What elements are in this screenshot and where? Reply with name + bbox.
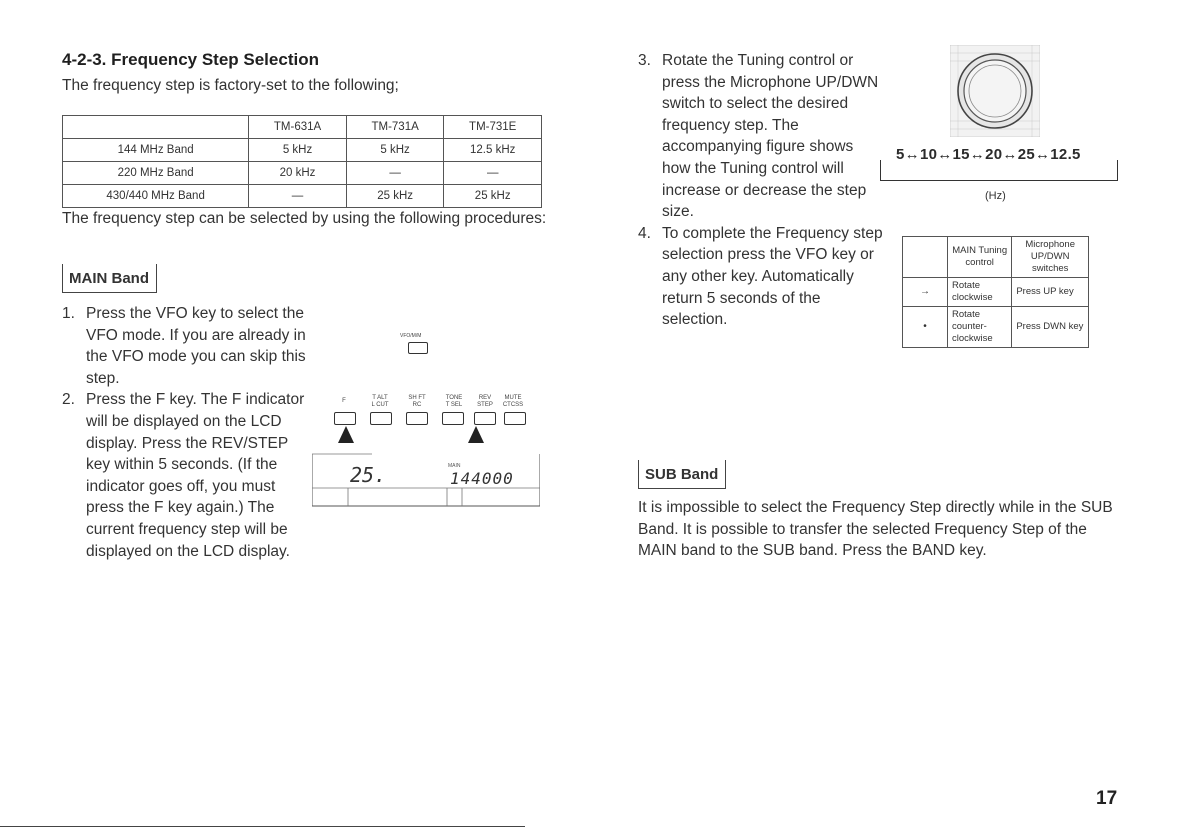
- control-table: [902, 236, 1089, 348]
- table-header-cell: [903, 237, 948, 278]
- f-key: [334, 412, 356, 425]
- f-key-pointer-icon: [338, 426, 354, 443]
- panel-key: [370, 412, 392, 425]
- table-cell: •: [903, 307, 948, 348]
- key-label: F: [342, 398, 346, 404]
- table-header-cell: [63, 116, 249, 139]
- lcd-step-value: 25.: [350, 463, 387, 487]
- bottom-rule: [0, 826, 525, 827]
- key-label: T ALT L CUT: [371, 395, 389, 408]
- table-row: [63, 139, 542, 162]
- table-row: [63, 185, 542, 208]
- main-band-label: MAIN Band: [62, 264, 157, 293]
- table-header-row: [903, 237, 1089, 278]
- table-header-row: [63, 116, 542, 139]
- table-header-cell: Microphone UP/DWN switches: [1012, 237, 1089, 278]
- lcd-tag: MAIN: [448, 463, 461, 469]
- key-label: SH FT RC: [408, 395, 426, 408]
- step-scale: 5↔10↔15↔20↔25↔12.5: [896, 146, 1081, 163]
- table-row: [903, 278, 1089, 307]
- list-item: [638, 50, 883, 223]
- section-intro: The frequency step is factory-set to the following;: [62, 77, 399, 94]
- step-text: Press the VFO key to select the VFO mode. If you are already in the VFO mode you can skip this step.: [86, 305, 306, 387]
- table-cell: 20 kHz: [249, 162, 347, 185]
- table-cell: 430/440 MHz Band: [63, 185, 249, 208]
- table-header-cell: TM-731E: [444, 116, 542, 139]
- step-number: 1.: [62, 305, 75, 322]
- rev-step-pointer-icon: [468, 426, 484, 443]
- table-cell: Rotate counter-clockwise: [948, 307, 1012, 348]
- table-cell: —: [444, 162, 542, 185]
- table-cell: —: [346, 162, 444, 185]
- step-scale-frame: [880, 160, 1118, 181]
- table-header-cell: TM-631A: [249, 116, 347, 139]
- lcd-display: [312, 448, 540, 516]
- table-cell: →: [903, 278, 948, 307]
- table-cell: 144 MHz Band: [63, 139, 249, 162]
- key-label: TONE T SEL: [445, 395, 463, 408]
- step-text: To complete the Frequency step selection press the VFO key or any other key. Automatically return 5 seconds of the selection.: [662, 224, 883, 329]
- table-row: [63, 162, 542, 185]
- step-text: Press the F key. The F indicator will be displayed on the LCD display. Press the REV/STEP key within 5 seconds. (If the indicator goes off, you must press the F key again.) The current frequency step will be displayed on the LCD display.: [86, 391, 305, 560]
- tuning-knob-icon: [950, 45, 1040, 137]
- step-text: Rotate the Tuning control or press the Microphone UP/DWN switch to select the desired frequency step. The accompanying figure shows how the Tuning control will increase or decrease the step size.: [662, 52, 879, 221]
- table-cell: Rotate clockwise: [948, 278, 1012, 307]
- table-header-cell: MAIN Tuning control: [948, 237, 1012, 278]
- lcd-frequency-value: 144000: [450, 469, 514, 488]
- page-number: 17: [1096, 788, 1118, 809]
- table-row: [903, 307, 1089, 348]
- key-label: MUTE CTCSS: [502, 395, 524, 408]
- table-cell: 25 kHz: [444, 185, 542, 208]
- table-cell: 5 kHz: [346, 139, 444, 162]
- list-item: [62, 389, 307, 562]
- table-cell: 25 kHz: [346, 185, 444, 208]
- panel-key: [504, 412, 526, 425]
- table-cell: Press DWN key: [1012, 307, 1089, 348]
- table-cell: 220 MHz Band: [63, 162, 249, 185]
- step-number: 3.: [638, 52, 651, 69]
- main-band-steps: [62, 303, 307, 562]
- table-cell: —: [249, 185, 347, 208]
- step-scale-unit: (Hz): [985, 190, 1006, 202]
- right-steps: [638, 50, 883, 331]
- section-heading: 4-2-3. Frequency Step Selection: [62, 50, 319, 69]
- list-item: [638, 223, 883, 331]
- frequency-step-table: [62, 115, 542, 208]
- key-label: REV STEP: [477, 395, 493, 408]
- sub-band-label: SUB Band: [638, 460, 726, 489]
- table-header-cell: TM-731A: [346, 116, 444, 139]
- sub-band-text: It is impossible to select the Frequency Step directly while in the SUB Band. It is possible to transfer the selected Frequency Step of the MAIN band to the SUB band. Press the BAND key.: [638, 499, 1113, 560]
- step-number: 4.: [638, 224, 651, 242]
- table-cell: 12.5 kHz: [444, 139, 542, 162]
- panel-key: [442, 412, 464, 425]
- table-cell: 5 kHz: [249, 139, 347, 162]
- panel-key: [406, 412, 428, 425]
- vfo-key: [408, 342, 428, 354]
- vfo-key-label: VFO/M/M: [400, 333, 422, 339]
- procedure-intro: The frequency step can be selected by using the following procedures:: [62, 210, 547, 227]
- rev-step-key: [474, 412, 496, 425]
- step-number: 2.: [62, 391, 75, 409]
- table-cell: Press UP key: [1012, 278, 1089, 307]
- list-item: [62, 303, 307, 389]
